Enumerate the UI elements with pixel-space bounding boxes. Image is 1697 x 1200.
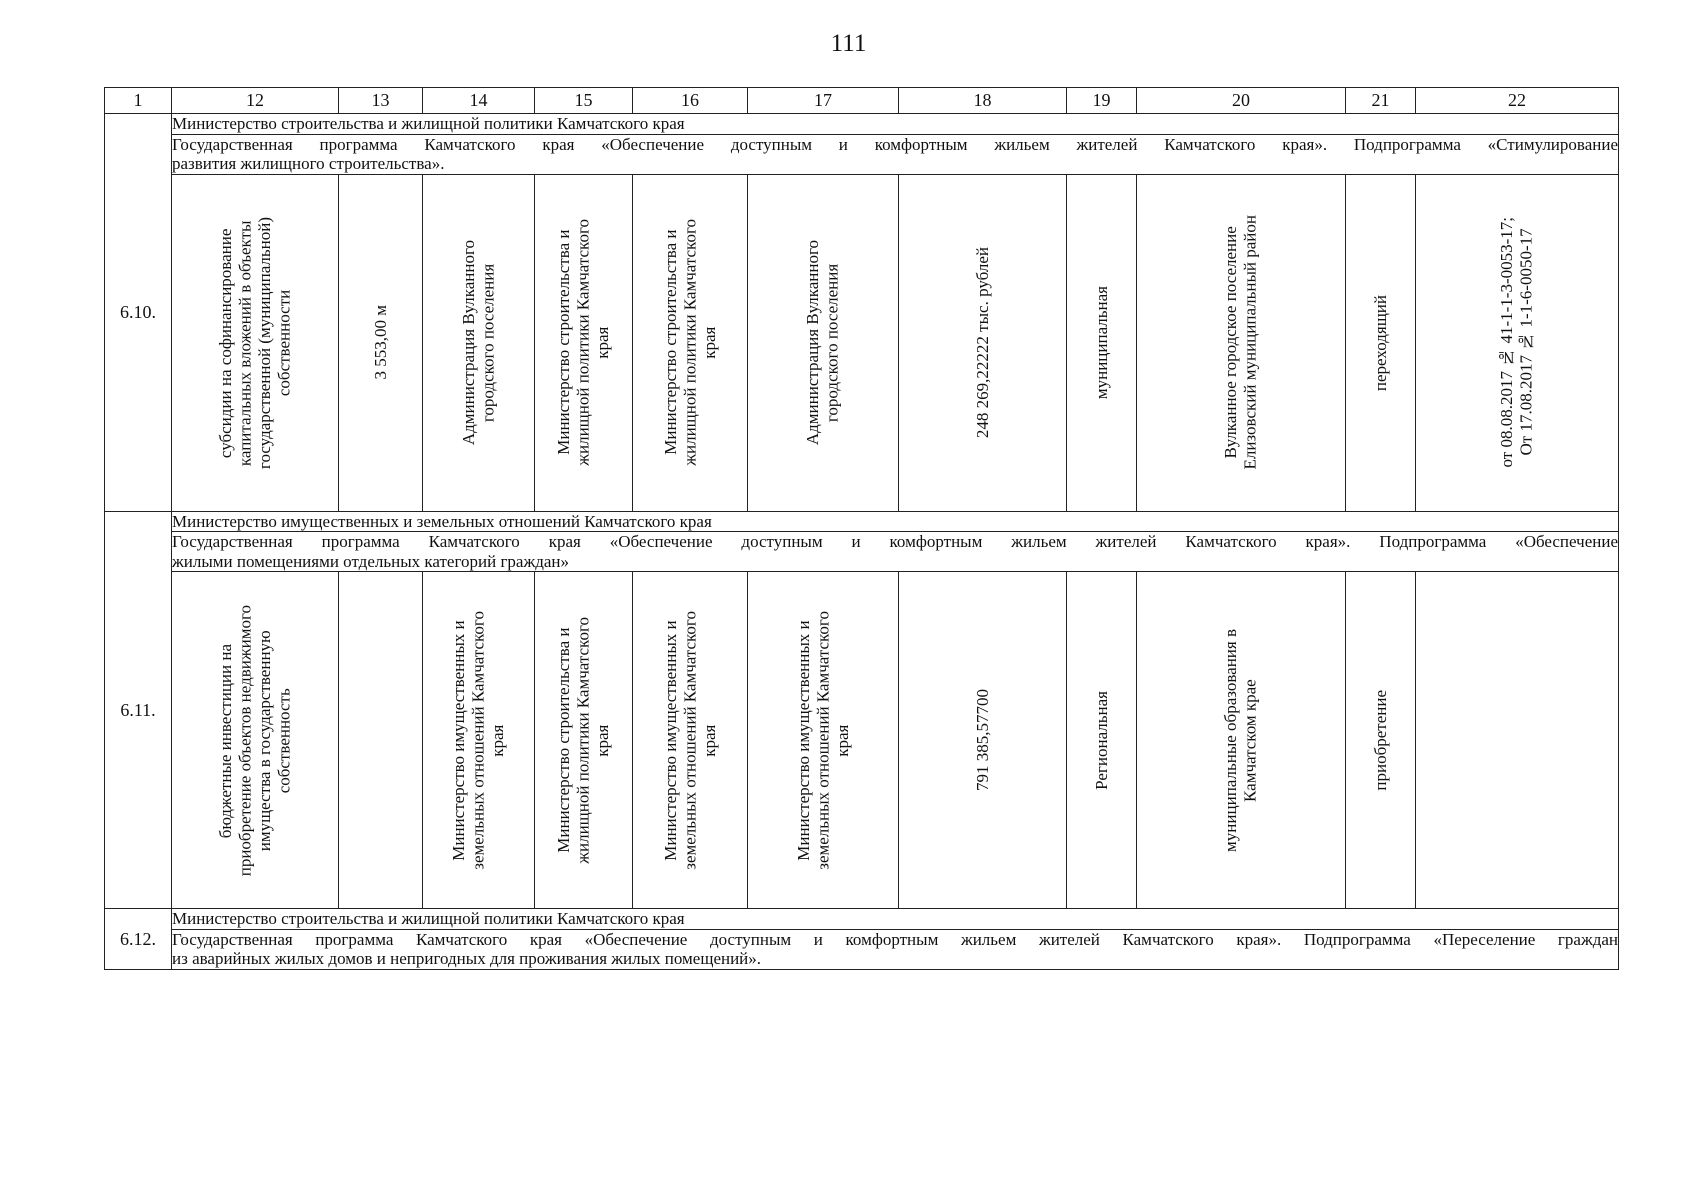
program-name xyxy=(172,134,1619,174)
program-row xyxy=(105,929,1619,969)
cell-text: Администрация Вулканного городского поселения xyxy=(458,240,498,446)
page-number: 111 xyxy=(830,30,867,57)
program-name xyxy=(172,532,1619,572)
row-number: 6.10. xyxy=(105,114,172,512)
cell-cost xyxy=(899,174,1067,511)
ministry-name: Министерство строительства и жилищной политики Камчатского края xyxy=(172,909,1619,930)
program-line-2: развития жилищного строительства». xyxy=(172,154,445,174)
column-header: 18 xyxy=(899,88,1067,114)
column-header-row xyxy=(105,88,1619,114)
column-header: 20 xyxy=(1137,88,1346,114)
cell-text: 3 553,00 м xyxy=(370,305,390,380)
column-header: 16 xyxy=(633,88,748,114)
cell-documents xyxy=(1416,572,1619,909)
cell-text: муниципальные образования в Камчатском крае xyxy=(1221,628,1260,852)
data-row xyxy=(105,174,1619,511)
program-table xyxy=(104,87,1619,970)
column-header: 21 xyxy=(1346,88,1416,114)
cell-ownership xyxy=(1067,174,1137,511)
program-row xyxy=(105,532,1619,572)
cell-recipient xyxy=(748,572,899,909)
ministry-row xyxy=(105,114,1619,135)
program-line-2: из аварийных жилых домов и непригодных для проживания жилых помещений». xyxy=(172,949,762,969)
program-name xyxy=(172,929,1619,969)
program-line-1: Государственная программа Камчатского края «Обеспечение доступным и комфортным жильем жителей Камчатского края». Подпрограмма «Стимулирование xyxy=(172,134,1618,154)
cell-text: Министерство строительства и жилищной политики Камчатского края xyxy=(554,219,613,467)
cell-distributor xyxy=(633,174,748,511)
column-header: 1 xyxy=(105,88,172,114)
cell-recipient xyxy=(748,174,899,511)
cell-text: Министерство строительства и жилищной политики Камчатского края xyxy=(554,616,613,864)
ministry-name: Министерство строительства и жилищной политики Камчатского края xyxy=(172,114,1619,135)
cell-capacity xyxy=(339,572,423,909)
column-header: 12 xyxy=(172,88,339,114)
cell-text: переходящий xyxy=(1370,294,1390,391)
column-header: 15 xyxy=(535,88,633,114)
program-row xyxy=(105,134,1619,174)
cell-status xyxy=(1346,174,1416,511)
cell-text: приобретение xyxy=(1370,689,1390,791)
cell-purpose xyxy=(172,572,339,909)
column-header: 14 xyxy=(423,88,535,114)
cell-status xyxy=(1346,572,1416,909)
program-line-2: жилыми помещениями отдельных категорий граждан» xyxy=(172,551,570,571)
cell-text: 248 269,22222 тыс. рублей xyxy=(972,247,992,439)
cell-ownership xyxy=(1067,572,1137,909)
cell-cost xyxy=(899,572,1067,909)
ministry-row xyxy=(105,511,1619,532)
cell-text: Региональная xyxy=(1091,690,1111,790)
data-row xyxy=(105,572,1619,909)
cell-text: Администрация Вулканного городского поселения xyxy=(803,240,842,446)
cell-text: бюджетные инвестиции на приобретение объектов недвижимого имущества в государственную собственность xyxy=(215,604,294,876)
row-number: 6.12. xyxy=(105,909,172,970)
column-header: 17 xyxy=(748,88,899,114)
row-number: 6.11. xyxy=(105,511,172,909)
cell-ministry xyxy=(535,572,633,909)
cell-ministry xyxy=(535,174,633,511)
cell-distributor xyxy=(633,572,748,909)
cell-capacity xyxy=(339,174,423,511)
cell-text: субсидии на софинансирование капитальных вложений в объекты государственной (муниципальной) собственности xyxy=(215,216,294,469)
program-line-1: Государственная программа Камчатского края «Обеспечение доступным и комфортным жильем жителей Камчатского края». Подпрограмма «Переселение граждан xyxy=(172,929,1618,949)
column-header: 22 xyxy=(1416,88,1619,114)
cell-text: от 08.08.2017 № 41-1-1-3-0053-17; От 17.08.2017 № 1-1-6-0050-17 xyxy=(1497,217,1536,468)
ministry-name: Министерство имущественных и земельных отношений Камчатского края xyxy=(172,511,1619,532)
program-line-1: Государственная программа Камчатского края «Обеспечение доступным и комфортным жильем жителей Камчатского края». Подпрограмма «Обеспечение xyxy=(172,532,1618,552)
cell-text: Министерство имущественных и земельных отношений Камчатского края xyxy=(660,610,719,870)
cell-purpose xyxy=(172,174,339,511)
cell-text: Министерство имущественных и земельных отношений Камчатского края xyxy=(449,610,508,870)
cell-text: Вулканное городское поселение Елизовский муниципальный район xyxy=(1221,215,1260,470)
cell-customer xyxy=(423,174,535,511)
cell-text: муниципальная xyxy=(1091,286,1111,400)
ministry-row xyxy=(105,909,1619,930)
cell-text: Министерство имущественных и земельных отношений Камчатского края xyxy=(793,610,852,870)
cell-text: Министерство строительства и жилищной политики Камчатского края xyxy=(660,219,719,467)
cell-location xyxy=(1137,174,1346,511)
column-header: 13 xyxy=(339,88,423,114)
column-header: 19 xyxy=(1067,88,1137,114)
cell-documents xyxy=(1416,174,1619,511)
cell-customer xyxy=(423,572,535,909)
cell-text: 791 385,57700 xyxy=(972,689,992,792)
cell-location xyxy=(1137,572,1346,909)
